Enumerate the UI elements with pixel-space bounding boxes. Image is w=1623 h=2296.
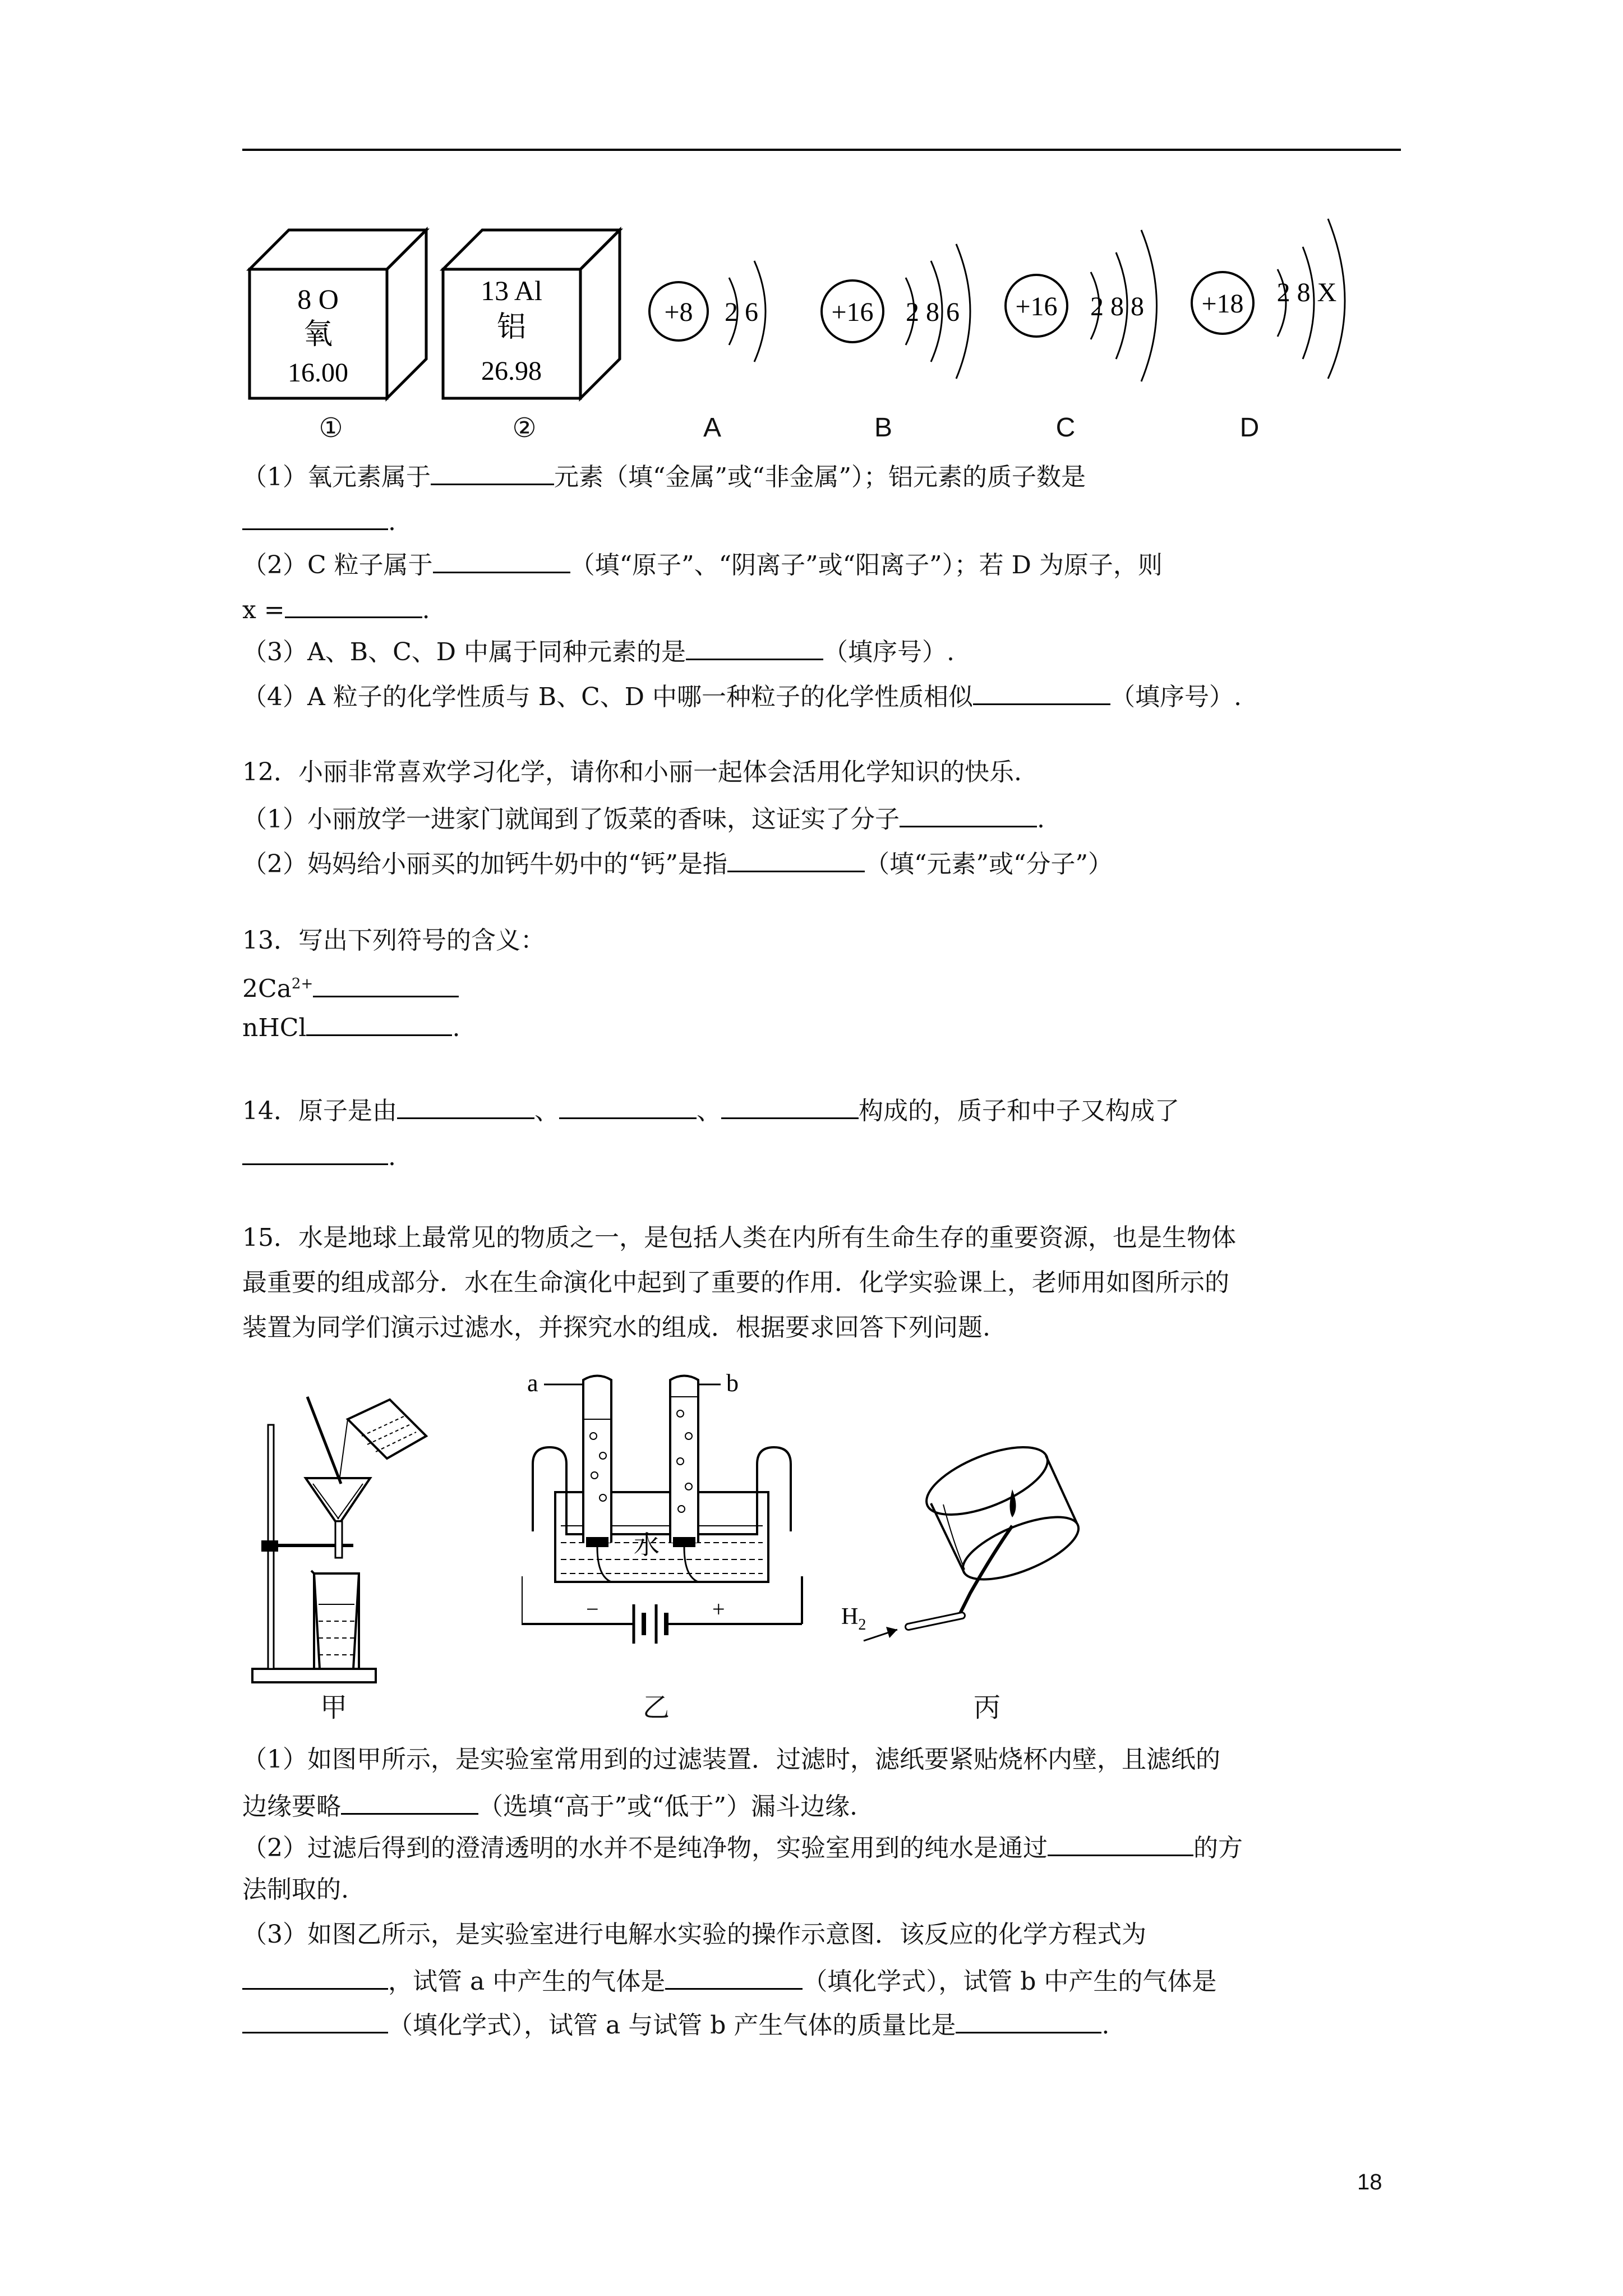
q13-symbol-1: $2Ca^{2+}$ bbox=[242, 968, 459, 1006]
q15-sub-1: （1）如图甲所示，是实验室常用到的过滤装置．过滤时，滤纸要紧贴烧杯内壁，且滤纸的 bbox=[242, 1745, 1220, 1774]
q14-line-2: . bbox=[242, 1139, 396, 1174]
q12-stem: 12．小丽非常喜欢学习化学，请你和小丽一起体会活用化学知识的快乐. bbox=[242, 758, 1022, 786]
svg-text:2 8 X: 2 8 X bbox=[1276, 278, 1337, 307]
hydrogen-combustion-figure bbox=[841, 1442, 1110, 1655]
answer-blank[interactable] bbox=[665, 1963, 803, 1990]
q15-stem-3: 装置为同学们演示过滤水，并探究水的组成．根据要求回答下列问题. bbox=[242, 1313, 990, 1342]
answer-blank[interactable] bbox=[285, 592, 422, 618]
caption-c: C bbox=[1055, 413, 1076, 443]
q13-stem: 13．写出下列符号的含义： bbox=[242, 926, 545, 955]
caption-d: D bbox=[1239, 413, 1260, 443]
answer-blank[interactable] bbox=[313, 971, 459, 997]
particle-a-diagram bbox=[645, 236, 813, 381]
caption-yi: 乙 bbox=[642, 1693, 670, 1723]
page-number: 18 bbox=[1357, 2170, 1382, 2194]
oxygen-number-symbol: 8 O bbox=[297, 283, 339, 315]
particle-b-diagram bbox=[816, 222, 1001, 384]
svg-text:+8: +8 bbox=[664, 297, 693, 327]
svg-text:b: b bbox=[726, 1369, 739, 1397]
svg-text:+16: +16 bbox=[1015, 292, 1058, 321]
q12-line-1: （1）小丽放学一进家门就闻到了饭菜的香味，这证实了分子 . bbox=[242, 801, 1045, 836]
svg-text:2 6: 2 6 bbox=[725, 297, 758, 327]
answer-blank[interactable] bbox=[1048, 1830, 1193, 1856]
q15-stem-1: 15．水是地球上最常见的物质之一，是包括人类在内所有生命生存的重要资源，也是生物体 bbox=[242, 1223, 1236, 1252]
q12-line-2: （2）妈妈给小丽买的加钙牛奶中的“钙”是指 （填“元素”或“分子”） bbox=[242, 846, 1113, 881]
answer-blank[interactable] bbox=[973, 679, 1110, 705]
oxygen-name: 氧 bbox=[303, 319, 333, 351]
aluminum-element-cube bbox=[435, 222, 631, 407]
header-rule bbox=[242, 149, 1401, 151]
svg-text:+16: +16 bbox=[831, 297, 874, 327]
svg-text:水: 水 bbox=[634, 1531, 660, 1559]
oxygen-mass: 16.00 bbox=[288, 358, 348, 388]
q15-sub-2: （2）过滤后得到的澄清透明的水并不是纯净物，实验室用到的纯水是通过 的方 bbox=[242, 1830, 1243, 1865]
svg-text:+: + bbox=[712, 1596, 725, 1622]
answer-blank[interactable] bbox=[397, 1093, 534, 1119]
q14-line-1: 14．原子是由 、 、 构成的，质子和中子又构成了 bbox=[242, 1093, 1179, 1128]
q15-sub-3-cont: ，试管 a 中产生的气体是 （填化学式），试管 b 中产生的气体是 bbox=[242, 1963, 1216, 1998]
q11-line-2-cont: x = . bbox=[242, 592, 430, 627]
particle-c-diagram bbox=[998, 210, 1183, 384]
q11-line-4: （4）A 粒子的化学性质与 B、C、D 中哪一种粒子的化学性质相似 （填序号）. bbox=[242, 679, 1242, 714]
svg-text:+18: +18 bbox=[1201, 289, 1244, 319]
answer-blank[interactable] bbox=[306, 1010, 452, 1036]
q15-stem-2: 最重要的组成部分．水在生命演化中起到了重要的作用．化学实验课上，老师用如图所示的 bbox=[242, 1268, 1229, 1297]
answer-blank[interactable] bbox=[341, 1788, 478, 1815]
caption-bing: 丙 bbox=[973, 1693, 1000, 1723]
q15-sub-2-cont: 法制取的. bbox=[242, 1875, 349, 1904]
svg-text:2 8 8: 2 8 8 bbox=[1090, 292, 1144, 321]
svg-text:a: a bbox=[527, 1369, 538, 1397]
q15-sub-1-cont: 边缘要略 （选填“高于”或“低于”）漏斗边缘. bbox=[242, 1788, 857, 1823]
svg-text:H2: $H_2$ bbox=[841, 1604, 866, 1634]
aluminum-name: 铝 bbox=[496, 311, 527, 343]
answer-blank[interactable] bbox=[431, 459, 554, 485]
caption-element-1: ① bbox=[319, 413, 343, 443]
q11-line-1: （1）氧元素属于 元素（填“金属”或“非金属”）；铝元素的质子数是 bbox=[242, 459, 1086, 494]
answer-blank[interactable] bbox=[242, 1139, 388, 1165]
svg-text:2 8 6: 2 8 6 bbox=[906, 297, 960, 327]
caption-a: A bbox=[703, 413, 721, 443]
q15-sub-3-cont2: （填化学式），试管 a 与试管 b 产生气体的质量比是 . bbox=[242, 2007, 1109, 2042]
answer-blank[interactable] bbox=[242, 504, 388, 530]
answer-blank[interactable] bbox=[242, 1963, 388, 1990]
electrolysis-apparatus-figure bbox=[522, 1358, 813, 1683]
aluminum-number-symbol: 13 Al bbox=[481, 275, 542, 306]
filtration-apparatus-figure bbox=[241, 1374, 465, 1688]
answer-blank[interactable] bbox=[686, 634, 823, 660]
svg-text:−: − bbox=[586, 1596, 599, 1622]
caption-jia: 甲 bbox=[320, 1693, 347, 1723]
q13-symbol-2: nHCl . bbox=[242, 1010, 460, 1045]
answer-blank[interactable] bbox=[956, 2007, 1101, 2033]
answer-blank[interactable] bbox=[727, 846, 865, 872]
answer-blank[interactable] bbox=[433, 547, 570, 573]
q11-line-2: （2）C 粒子属于 （填“原子”、“阴离子”或“阳离子”）；若 D 为原子，则 bbox=[242, 547, 1163, 582]
aluminum-mass: 26.98 bbox=[481, 356, 542, 386]
particle-d-diagram bbox=[1183, 202, 1385, 381]
answer-blank[interactable] bbox=[721, 1093, 859, 1119]
answer-blank[interactable] bbox=[559, 1093, 697, 1119]
q11-line-1-cont: . bbox=[242, 504, 396, 539]
caption-b: B bbox=[874, 413, 892, 443]
oxygen-element-cube bbox=[241, 222, 437, 407]
caption-element-2: ② bbox=[512, 413, 537, 443]
answer-blank[interactable] bbox=[900, 801, 1037, 827]
q11-line-3: （3）A、B、C、D 中属于同种元素的是 （填序号）. bbox=[242, 634, 955, 669]
q15-sub-3: （3）如图乙所示，是实验室进行电解水实验的操作示意图．该反应的化学方程式为 bbox=[242, 1920, 1146, 1949]
answer-blank[interactable] bbox=[242, 2007, 388, 2033]
